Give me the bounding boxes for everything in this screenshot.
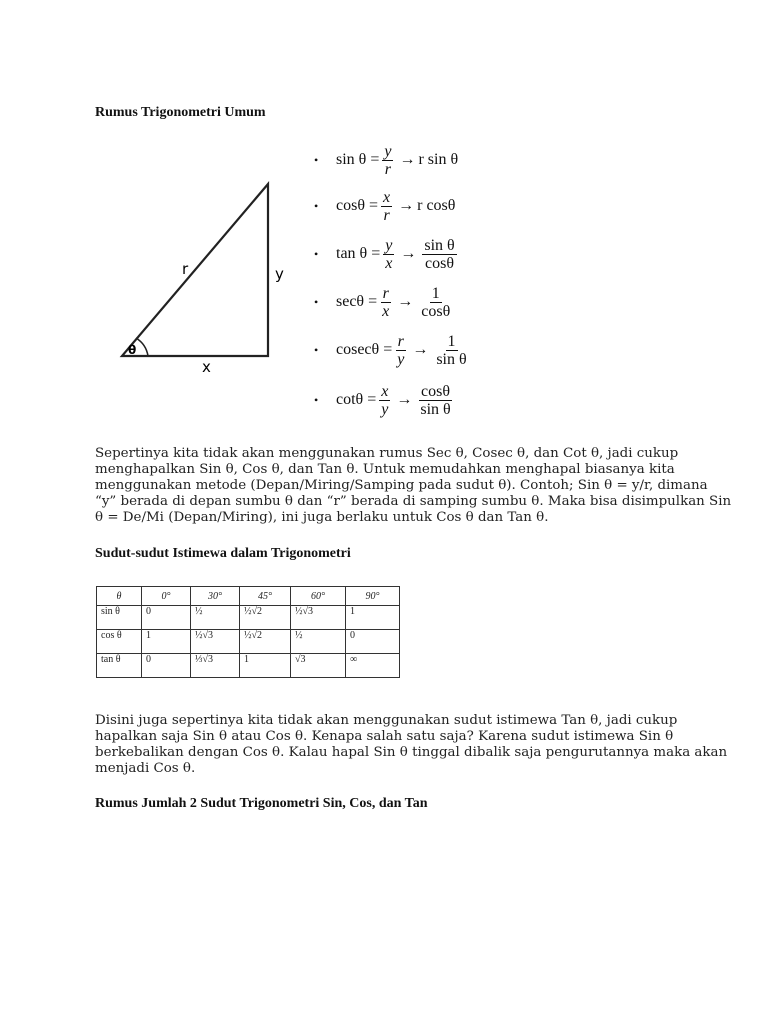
ratio-numerator: x	[383, 188, 391, 206]
formula-row	[314, 184, 455, 228]
table-header-cell: 60°	[291, 587, 346, 606]
formula-rhs: r cosθ	[417, 197, 456, 214]
table-cell: ½√3	[191, 630, 240, 654]
paragraph-line: berkebalikan dengan Cos θ. Kalau hapal Sin θ tinggal dibalik saja pengurutannya maka akan	[95, 745, 728, 760]
heading-special-angles: Sudut-sudut Istimewa dalam Trigonometri	[95, 546, 351, 561]
bullet-icon: •	[314, 198, 319, 213]
triangle-label-r: r	[182, 260, 189, 278]
table-cell: sin θ	[97, 606, 142, 630]
formula-row	[314, 232, 460, 276]
ratio-numerator: y	[385, 236, 393, 254]
table-cell: 0	[346, 630, 400, 654]
table-header-cell: 30°	[191, 587, 240, 606]
ratio-numerator: x	[381, 382, 389, 400]
special-angles-table	[96, 586, 400, 678]
rhs-denominator: cosθ	[425, 254, 455, 272]
formula-ratio	[395, 333, 406, 368]
formula-lhs: sin θ =	[336, 151, 380, 168]
rhs-denominator: sin θ	[420, 400, 451, 418]
table-cell: ½√2	[240, 630, 291, 654]
bullet-icon: •	[314, 246, 319, 261]
table-cell: 0	[142, 606, 191, 630]
formula-ratio	[382, 143, 393, 178]
ratio-numerator: r	[397, 332, 404, 350]
triangle-outline	[122, 184, 268, 356]
formula-ratio	[379, 383, 390, 418]
ratio-denominator: x	[382, 302, 390, 320]
table-cell: 1	[240, 654, 291, 678]
table-cell: ½√2	[240, 606, 291, 630]
arrow-right-icon: →	[398, 197, 415, 214]
formula-row	[314, 328, 472, 372]
formula-rhs-fraction	[434, 333, 468, 368]
formula-ratio	[381, 189, 392, 224]
formula-row	[314, 280, 455, 324]
table-header-cell: 0°	[142, 587, 191, 606]
rhs-denominator: sin θ	[436, 350, 467, 368]
paragraph-line: menggunakan metode (Depan/Miring/Samping pada sudut θ). Contoh; Sin θ = y/r, dimana	[95, 478, 708, 493]
table-cell: √3	[291, 654, 346, 678]
table-cell: ⅓√3	[191, 654, 240, 678]
formula-ratio	[380, 285, 391, 320]
paragraph-line: hapalkan saja Sin θ atau Cos θ. Kenapa salah satu saja? Karena sudut istimewa Sin θ	[95, 729, 674, 744]
table-cell: ∞	[346, 654, 400, 678]
rhs-numerator: sin θ	[424, 236, 455, 254]
ratio-numerator: r	[382, 284, 389, 302]
paragraph-line: menghapalkan Sin θ, Cos θ, dan Tan θ. Untuk memudahkan menghapal biasanya kita	[95, 462, 675, 477]
table-cell: 1	[346, 606, 400, 630]
formula-lhs: tan θ =	[336, 245, 381, 262]
formula-rhs-fraction	[419, 285, 452, 320]
right-triangle-figure	[110, 176, 300, 376]
table-row	[97, 606, 400, 630]
table-cell: 0	[142, 654, 191, 678]
bullet-icon: •	[314, 342, 319, 357]
bullet-icon: •	[314, 294, 319, 309]
table-header-cell: 90°	[346, 587, 400, 606]
ratio-denominator: x	[385, 254, 393, 272]
table-row	[97, 630, 400, 654]
heading-trig-general: Rumus Trigonometri Umum	[95, 105, 266, 120]
arrow-right-icon: →	[397, 293, 414, 310]
table-cell: cos θ	[97, 630, 142, 654]
formula-rhs-fraction	[418, 383, 452, 418]
formula-rhs: r sin θ	[418, 151, 459, 168]
ratio-denominator: y	[397, 350, 405, 368]
arrow-right-icon: →	[400, 245, 417, 262]
ratio-denominator: r	[384, 160, 392, 178]
bullet-icon: •	[314, 392, 319, 407]
ratio-denominator: y	[381, 400, 389, 418]
rhs-denominator: cosθ	[421, 302, 451, 320]
table-cell: ½√3	[291, 606, 346, 630]
triangle-label-theta: θ	[128, 343, 137, 357]
rhs-numerator: cosθ	[421, 382, 451, 400]
paragraph-line: “y” berada di depan sumbu θ dan “r” berada di samping sumbu θ. Maka bisa disimpulkan Sin	[95, 494, 732, 509]
formula-row	[314, 378, 456, 422]
angle-arc	[136, 338, 148, 356]
paragraph-line: θ = De/Mi (Depan/Miring), ini juga berlaku untuk Cos θ dan Tan θ.	[95, 510, 549, 525]
triangle-label-x: x	[202, 358, 211, 376]
formula-lhs: cotθ =	[336, 391, 377, 408]
table-cell: tan θ	[97, 654, 142, 678]
formula-lhs: cosecθ =	[336, 341, 393, 358]
arrow-right-icon: →	[396, 391, 413, 408]
formula-ratio	[383, 237, 394, 272]
triangle-label-y: y	[275, 265, 284, 283]
rhs-numerator: 1	[431, 284, 440, 302]
table-header-cell: θ	[97, 587, 142, 606]
table-header-cell: 45°	[240, 587, 291, 606]
paragraph-explanation-2	[95, 713, 728, 777]
rhs-numerator: 1	[447, 332, 456, 350]
table-cell: 1	[142, 630, 191, 654]
table-cell: ½	[291, 630, 346, 654]
table-row	[97, 654, 400, 678]
ratio-numerator: y	[384, 142, 392, 160]
table-header-row	[97, 587, 400, 606]
paragraph-line: Sepertinya kita tidak akan menggunakan rumus Sec θ, Cosec θ, dan Cot θ, jadi cukup	[95, 446, 679, 461]
paragraph-line: menjadi Cos θ.	[95, 761, 196, 776]
arrow-right-icon: →	[412, 341, 429, 358]
paragraph-explanation-1	[95, 446, 732, 526]
arrow-right-icon: →	[399, 151, 416, 168]
formula-rhs-fraction	[422, 237, 456, 272]
heading-sum-of-angles: Rumus Jumlah 2 Sudut Trigonometri Sin, Cos, dan Tan	[95, 796, 428, 811]
bullet-icon: •	[314, 152, 319, 167]
formula-lhs: cosθ =	[336, 197, 379, 214]
formula-row	[314, 138, 458, 182]
paragraph-line: Disini juga sepertinya kita tidak akan menggunakan sudut istimewa Tan θ, jadi cukup	[95, 713, 678, 728]
table-cell: ½	[191, 606, 240, 630]
formula-lhs: secθ =	[336, 293, 378, 310]
ratio-denominator: r	[383, 206, 390, 224]
